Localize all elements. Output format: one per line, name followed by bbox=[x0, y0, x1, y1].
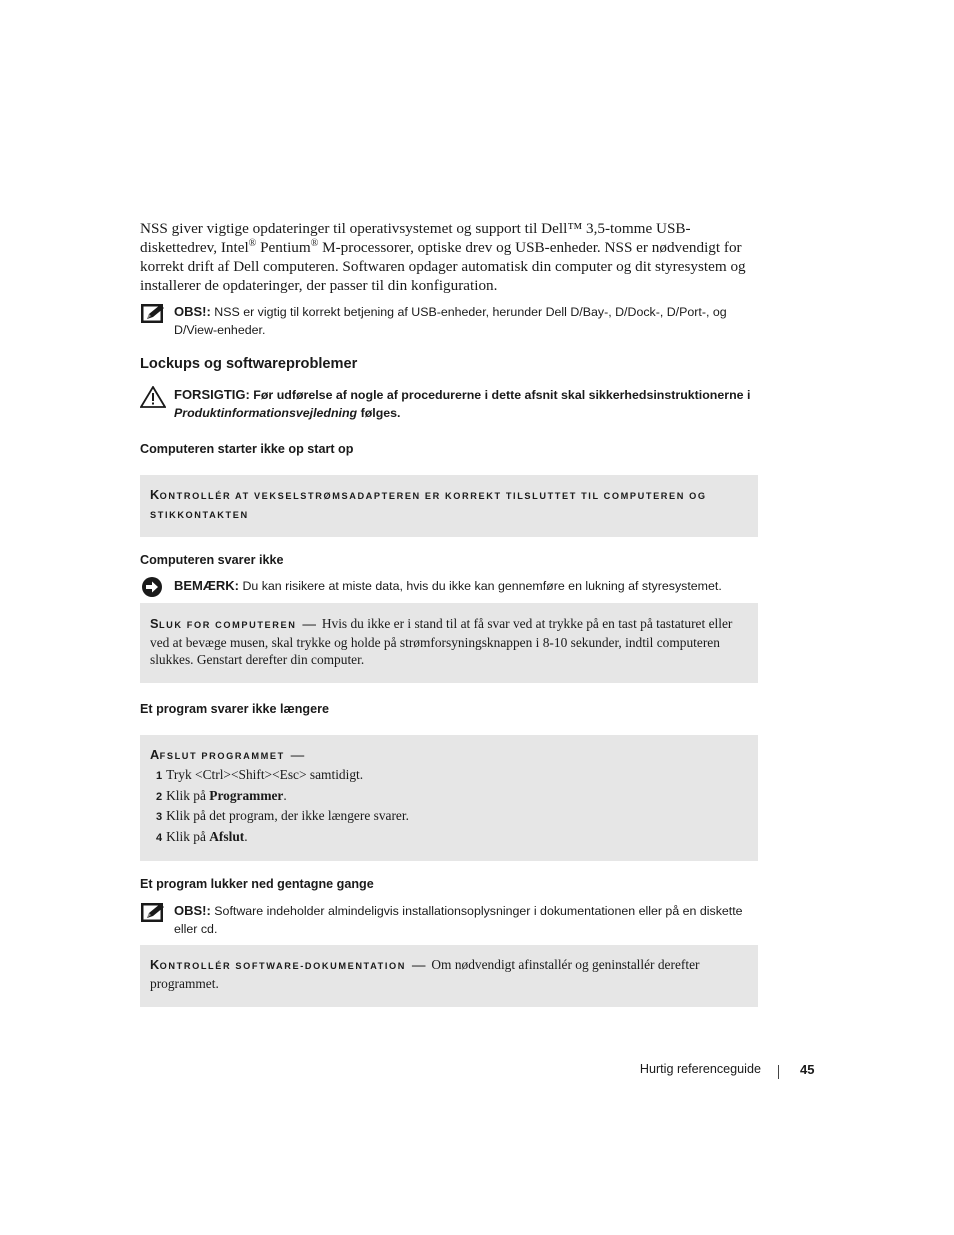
step-number: 1 bbox=[156, 770, 163, 782]
step-text-end: . bbox=[283, 787, 287, 803]
caution-text: Før udførelse af nogle af procedurerne i dette afsnit skal sikkerhedsinstruktionerne i bbox=[249, 388, 751, 402]
footer-separator bbox=[778, 1065, 779, 1079]
tip-title: ONTROLLÉR SOFTWARE-DOKUMENTATION bbox=[159, 961, 406, 971]
registered-mark: ® bbox=[310, 237, 319, 249]
tip-box-check-adapter bbox=[140, 475, 758, 537]
notice-label: BEMÆRK: bbox=[174, 578, 239, 593]
caution-label: FORSIGTIG: bbox=[174, 387, 250, 402]
tip-title-cap: K bbox=[150, 957, 160, 972]
tip-title-cap: S bbox=[150, 616, 159, 631]
step-item bbox=[150, 786, 748, 807]
step-item bbox=[150, 806, 748, 827]
heading-computer-not-responding: Computeren svarer ikke bbox=[140, 553, 284, 567]
caution-text-end: følges. bbox=[357, 406, 401, 420]
step-text: Klik på bbox=[166, 828, 210, 844]
step-number: 2 bbox=[156, 790, 163, 803]
step-item bbox=[150, 827, 748, 848]
step-number: 4 bbox=[156, 831, 163, 844]
notice-text: Du kan risikere at miste data, hvis du ikke kan gennemføre en lukning af styresystemet. bbox=[239, 579, 722, 593]
tip-dash: — bbox=[302, 616, 316, 631]
notice-data-loss bbox=[140, 577, 760, 595]
heading-program-not-responding: Et program svarer ikke længere bbox=[140, 702, 329, 716]
note-label: OBS!: bbox=[174, 304, 211, 319]
heading-computer-wont-start: Computeren starter ikke op start op bbox=[140, 442, 354, 456]
tip-dash: — bbox=[290, 747, 305, 762]
note-label: OBS!: bbox=[174, 903, 211, 918]
page-number: 45 bbox=[800, 1062, 815, 1077]
intro-text-1: NSS giver vigtige opdateringer til operativsystemet og support til Dell™ 3,5-tomme USB-diskettedrev, Intel bbox=[140, 220, 691, 256]
page-footer bbox=[0, 1062, 954, 1082]
tip-title: ONTROLLÉR AT VEKSELSTRØMSADAPTEREN ER KORREKT TILSLUTTET TIL COMPUTEREN OG STIKKONTAKTEN bbox=[150, 491, 707, 520]
step-item bbox=[150, 765, 748, 786]
tip-title-cap: A bbox=[150, 747, 160, 762]
note-text: NSS er vigtig til korrekt betjening af USB-enheder, herunder Dell D/Bay-, D/Dock-, D/Port-, og D/View-enheder. bbox=[174, 305, 727, 337]
step-text: Klik på det program, der ikke længere svarer. bbox=[166, 808, 409, 823]
section-title: Lockups og softwareproblemer bbox=[140, 356, 358, 372]
step-bold-text: Programmer bbox=[209, 787, 284, 803]
step-bold-text: Afslut bbox=[209, 828, 245, 844]
tip-dash: — bbox=[412, 957, 426, 972]
intro-text-3: M-processorer, optiske drev og USB-enheder. NSS er nødvendigt for korrekt drift af Dell computeren. Softwaren opdager automatisk din computer og dit styresystem og installerer de opdateringer, der passer til din konfiguration. bbox=[140, 239, 746, 294]
pencil-note-icon bbox=[140, 303, 166, 325]
step-number: 3 bbox=[156, 811, 163, 823]
step-text-end: . bbox=[244, 828, 248, 844]
step-text: Tryk <Ctrl><Shift><Esc> samtidigt. bbox=[166, 767, 364, 782]
warning-triangle-icon bbox=[140, 386, 166, 408]
notice-arrow-icon bbox=[140, 577, 166, 599]
caution-guide-title: Produktinformationsvejledning bbox=[174, 406, 358, 420]
note-software-docs bbox=[140, 902, 760, 938]
pencil-note-icon bbox=[140, 902, 166, 924]
caution-safety bbox=[140, 386, 760, 422]
tip-text: Om nødvendigt afinstallér og geninstallér derefter programmet. bbox=[150, 957, 700, 991]
steps-list bbox=[150, 765, 748, 847]
tip-title-cap: K bbox=[150, 487, 160, 502]
tip-text: Hvis du ikke er i stand til at få svar ved at trykke på en tast på tastaturet eller ved at bevæge musen, skal trykke og holde på strømforsyningsknappen i 8-10 sekunder, indtil computeren slukkes. Genstart derefter din computer. bbox=[150, 616, 733, 667]
registered-mark: ® bbox=[248, 237, 257, 249]
note-text: Software indeholder almindeligvis installationsoplysninger i dokumentationen eller på en diskette eller cd. bbox=[174, 904, 743, 936]
step-text: Klik på bbox=[166, 787, 210, 803]
tip-title: FSLUT PROGRAMMET bbox=[159, 751, 285, 761]
note-nss bbox=[140, 303, 760, 339]
footer-guide-title: Hurtig referenceguide bbox=[639, 1062, 761, 1076]
tip-title: LUK FOR COMPUTEREN bbox=[158, 620, 297, 630]
intro-paragraph bbox=[140, 219, 760, 295]
tip-box-end-program bbox=[140, 735, 758, 861]
tip-box-check-software-docs bbox=[140, 945, 758, 1007]
tip-box-shut-down bbox=[140, 603, 758, 683]
intro-text-2: Pentium bbox=[256, 239, 311, 256]
heading-program-crashes: Et program lukker ned gentagne gange bbox=[140, 877, 374, 891]
